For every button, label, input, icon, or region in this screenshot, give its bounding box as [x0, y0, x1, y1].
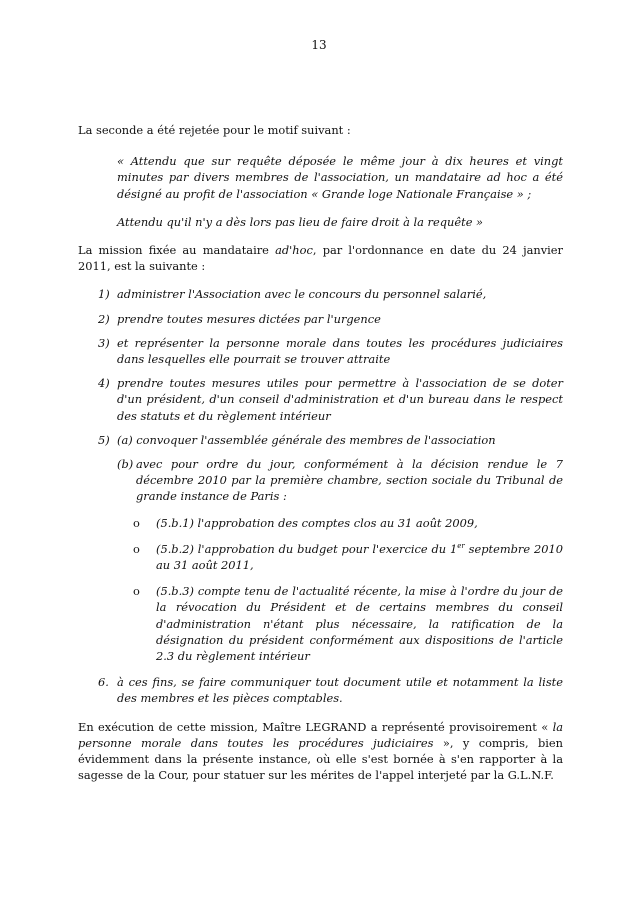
bullet-marker: o — [133, 541, 140, 556]
sub-list-item — [78, 456, 563, 505]
list-item-text: (a) convoquer l'assemblée générale des membres de l'association — [117, 432, 496, 447]
bullet-item — [78, 541, 563, 573]
list-item-number: 1) — [98, 287, 110, 302]
list-item-text: et représenter la personne morale dans toutes les procédures judiciaires dans lesquelles elle pourrait se trouver attraite — [117, 335, 563, 367]
list-item-text: administrer l'Association avec le concours du personnel salarié, — [117, 287, 487, 302]
sub-list-item-label: (b) — [117, 457, 134, 472]
quote-paragraph-2: Attendu qu'il n'y a dès lors pas lieu de faire droit à la requête » — [117, 214, 484, 229]
bullet-marker: o — [133, 515, 140, 530]
page-number: 13 — [311, 38, 327, 52]
list-item-text: prendre toutes mesures dictées par l'urgence — [117, 311, 381, 326]
bullet-item-text — [156, 542, 563, 572]
list-item — [78, 286, 563, 302]
closing-text-end: », y compris, bien évidemment dans la présente instance, où elle s'est bornée à s'en rapporter à la sagesse de la Cour, pour statuer sur les mérites de l'appel interjeté par la G.L.N.F. — [78, 735, 563, 783]
list-item — [78, 432, 563, 448]
quoted-decision — [117, 153, 563, 230]
document-body — [78, 122, 563, 784]
bullet-item — [78, 515, 563, 531]
quote-paragraph-1: « Attendu que sur requête déposée le même jour à dix heures et vingt minutes par divers membres de l'association, un mandataire ad hoc a été désigné au profit de l'association « Grande loge Nationale Française » ; — [117, 154, 563, 201]
sub-list-item-text: avec pour ordre du jour, conformément à la décision rendue le 7 décembre 2010 par la première chambre, section sociale du Tribunal de grande instance de Paris : — [136, 457, 563, 504]
mission-text-start: La mission fixée au mandataire — [78, 243, 276, 258]
list-item-number: 4) — [98, 376, 110, 391]
closing-quoted-text: la personne morale dans toutes les procédures judiciaires — [78, 719, 563, 750]
closing-paragraph — [78, 719, 563, 784]
list-item-number: 6. — [98, 675, 109, 690]
mission-list — [78, 286, 563, 706]
bullet-text-start: (5.b.2) l'approbation du budget pour l'exercice du 1 — [156, 541, 458, 556]
list-item — [78, 311, 563, 327]
list-item-number: 2) — [98, 311, 110, 326]
closing-text-start: En exécution de cette mission, Maître LEGRAND a représenté provisoirement « — [78, 719, 553, 734]
bullet-item-text: (5.b.3) compte tenu de l'actualité récente, la mise à l'ordre du jour de la révocation du Président et de certains membres du conseil d'administration n'étant plus nécessaire, la ratification de la désignation du président conformément aux dispositions de l'article 2.3 du règlement intérieur — [156, 584, 563, 664]
list-item — [78, 375, 563, 424]
bullet-marker: o — [133, 584, 140, 599]
list-item — [78, 335, 563, 367]
list-item-number: 3) — [98, 335, 110, 350]
intro-paragraph: La seconde a été rejetée pour le motif suivant : — [78, 123, 351, 137]
mission-adhoc: ad'hoc — [275, 243, 313, 258]
list-item — [78, 674, 563, 706]
ordinal-superscript: er — [457, 542, 465, 551]
list-item-text: prendre toutes mesures utiles pour permettre à l'association de se doter d'un président, d'un conseil d'administration et d'un bureau dans le respect des statuts et du règlement intérieur — [117, 376, 563, 423]
bullet-text-end: septembre 2010 au 31 août 2011, — [156, 541, 563, 573]
list-item-number: 5) — [98, 432, 110, 447]
mission-paragraph — [78, 242, 563, 274]
mission-text-end: , par l'ordonnance en date du 24 janvier 2011, est la suivante : — [78, 243, 563, 274]
bullet-item-text: (5.b.1) l'approbation des comptes clos au 31 août 2009, — [156, 515, 478, 530]
bullet-item — [78, 583, 563, 664]
list-item-text: à ces fins, se faire communiquer tout document utile et notamment la liste des membres et les pièces comptables. — [117, 675, 563, 706]
